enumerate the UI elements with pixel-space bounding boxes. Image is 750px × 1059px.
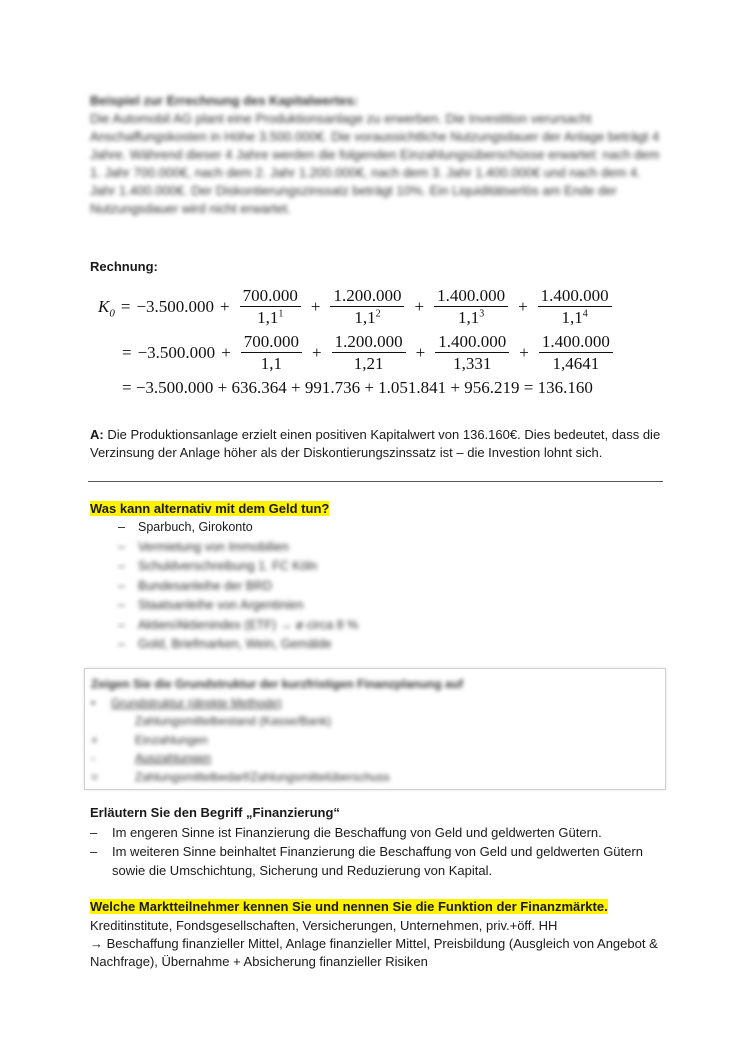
market-participants: Kreditinstitute, Fondsgesellschaften, Versicherungen, Unternehmen, priv.+öff. HH — [90, 918, 558, 933]
financing-heading: Erläutern Sie den Begriff „Finanzierung“ — [90, 805, 340, 820]
k0-symbol: $K_0$ — [98, 296, 115, 319]
market-functions: → Beschaffung finanzieller Mittel, Anlage finanzieller Mittel, Preisbildung (Ausgleich von Angebot & Nachfrage), Übernahme + Absicherung finanzieller Risiken — [90, 936, 658, 969]
financing-list — [90, 823, 665, 880]
box-row: Zahlungsmittelbestand (Kasse/Bank) — [135, 714, 332, 728]
answer-text: A: Die Produktionsanlage erzielt einen positiven Kapitalwert von 136.160€. Dies bedeutet, dass die Verzinsung der Anlage höher als der Diskontierungszinssatz ist – die Investion lohnt sich. — [90, 427, 661, 460]
list-item: – Staatsanleihe von Argentinien — [118, 598, 304, 612]
finanzplanung-box — [84, 668, 666, 790]
list-item: – Aktien/Aktienindex (ETF) → ø circa 8 % — [118, 617, 359, 632]
formula-row-3: = −3.500.000 + 636.364 + 991.736 + 1.051.841 + 956.219 = 136.160 — [122, 378, 593, 397]
fraction-year-4: $\frac{1.400.000}{1,1^4}$ — [538, 286, 612, 327]
fraction-year-3: $\frac{1.400.000}{1,1^3}$ — [434, 286, 508, 327]
list-item: – Im weiteren Sinne beinhaltet Finanzierung die Beschaffung von Geld und geldwerten Gütern sowie die Umschichtung, Sicherung und Reduzierung von Kapital. — [90, 844, 643, 878]
fraction-year-2: $\frac{1.200.000}{1,1^2}$ — [330, 286, 404, 327]
fraction-discounted-4: $\frac{1.400.000}{1,4641}$ — [539, 332, 613, 373]
list-item: – Gold, Briefmarken, Wein, Gemälde — [118, 637, 332, 651]
example-body: Die Automobil AG plant eine Produktionsanlage zu erwerben. Die Investition verursacht Anschaffungskosten in Höhe 3.500.000€. Die voraussichtliche Nutzungsdauer der Anlage beträgt 4 Jahre. Während dieser 4 Jahre werden die folgenden Einzahlungsüberschüsse erwartet: nach dem 1. Jahr 700.000€, nach dem 2. Jahr 1.200.000€, nach dem 3. Jahr 1.400.000€ und nach dem 4. Jahr 1.400.000€. Der Diskontierungszinssatz beträgt 10%. Ein Liquiditätserlös am Ende der Nutzungsdauer wird nicht erwartet. — [90, 111, 660, 216]
formula-row-2: = −3.500.000 + $\frac{700.000}{1,1}$ + $\frac{1.200.000}{1,21}$ + $\frac{1.400.000}{1,331}$ + $\frac{1.400.000}{1,4641}$ — [116, 332, 617, 373]
market-heading: Welche Marktteilnehmer kennen Sie und nennen Sie die Funktion der Finanzmärkte. — [90, 899, 608, 914]
list-item: – Sparbuch, Girokonto — [118, 520, 253, 534]
fraction-year-1: $\frac{700.000}{1,1^1}$ — [240, 286, 301, 327]
fraction-discounted-1: $\frac{700.000}{1,1}$ — [241, 332, 302, 373]
alternatives-list — [118, 518, 658, 655]
example-heading: Beispiel zur Errechnung des Kapitalwertes: — [90, 93, 359, 108]
alternatives-heading: Was kann alternativ mit dem Geld tun? — [90, 501, 330, 516]
list-item: – Vermietung von Immobilien — [118, 539, 289, 554]
list-item: – Bundesanleihe der BRD — [118, 578, 273, 593]
list-item: – Schuldverschreibung 1. FC Köln — [118, 559, 318, 573]
box-row: • Grundstruktur (direkte Methode) — [91, 695, 282, 710]
formula-row-1: $K_0$ = −3.500.000 + $\frac{700.000}{1,1^1}$ + $\frac{1.200.000}{1,1^2}$ + $\frac{1.400.000}{1,1^3}$ + $\frac{1.400.000}{1,1^4}$ — [98, 286, 616, 327]
calculation-label: Rechnung: — [90, 259, 158, 274]
fraction-discounted-2: $\frac{1.200.000}{1,21}$ — [332, 332, 406, 373]
initial-investment: −3.500.000 — [136, 296, 215, 316]
box-row: = Zahlungsmittelbedarf/Zahlungsmittelüberschuss — [91, 769, 390, 784]
box-row: + Einzahlungen — [91, 732, 208, 747]
equals-sign: = — [120, 296, 131, 316]
divider-line — [88, 481, 663, 482]
box-row: - Auszahlungen — [91, 751, 212, 765]
fraction-discounted-3: $\frac{1.400.000}{1,331}$ — [435, 332, 509, 373]
box-heading: Zeigen Sie die Grundstruktur der kurzfristigen Finanzplanung auf — [91, 677, 464, 691]
list-item: – Im engeren Sinne ist Finanzierung die Beschaffung von Geld und geldwerten Gütern. — [90, 825, 602, 840]
